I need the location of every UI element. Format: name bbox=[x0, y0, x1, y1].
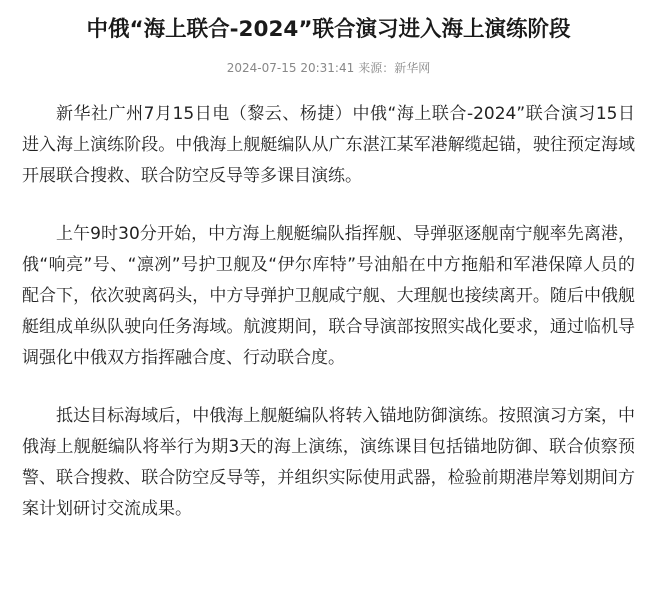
paragraph: 上午9时30分开始，中方海上舰艇编队指挥舰、导弹驱逐舰南宁舰率先离港，俄“响亮”号、“凛冽”号护卫舰及“伊尔库特”号油船在中方拖船和军港保障人员的配合下，依次驶离码头，中方导弹护卫舰咸宁舰、大理舰也接续离开。随后中俄舰艇组成单纵队驶向任务海域。航渡期间，联合导演部按照实战化要求，通过临机导调强化中俄双方指挥融合度、行动联合度。 bbox=[22, 224, 635, 368]
paragraph: 新华社广州7月15日电（黎云、杨捷）中俄“海上联合-2024”联合演习15日进入海上演练阶段。中俄海上舰艇编队从广东湛江某军港解缆起锚，驶往预定海域开展联合搜救、联合防空反导等多课目演练。 bbox=[22, 104, 635, 186]
article-body bbox=[14, 99, 643, 525]
article-meta bbox=[14, 58, 643, 78]
article-title: 中俄“海上联合-2024”联合演习进入海上演练阶段 bbox=[86, 17, 571, 42]
publish-timestamp: 2024-07-15 20:31:41 bbox=[226, 61, 355, 75]
paragraph: 抵达目标海域后，中俄海上舰艇编队将转入锚地防御演练。按照演习方案，中俄海上舰艇编队将举行为期3天的海上演练，演练课目包括锚地防御、联合侦察预警、联合搜救、联合防空反导等，并组织实际使用武器，检验前期港岸筹划期间方案计划研讨交流成果。 bbox=[22, 406, 635, 519]
article-source: 来源：新华网 bbox=[358, 61, 431, 75]
